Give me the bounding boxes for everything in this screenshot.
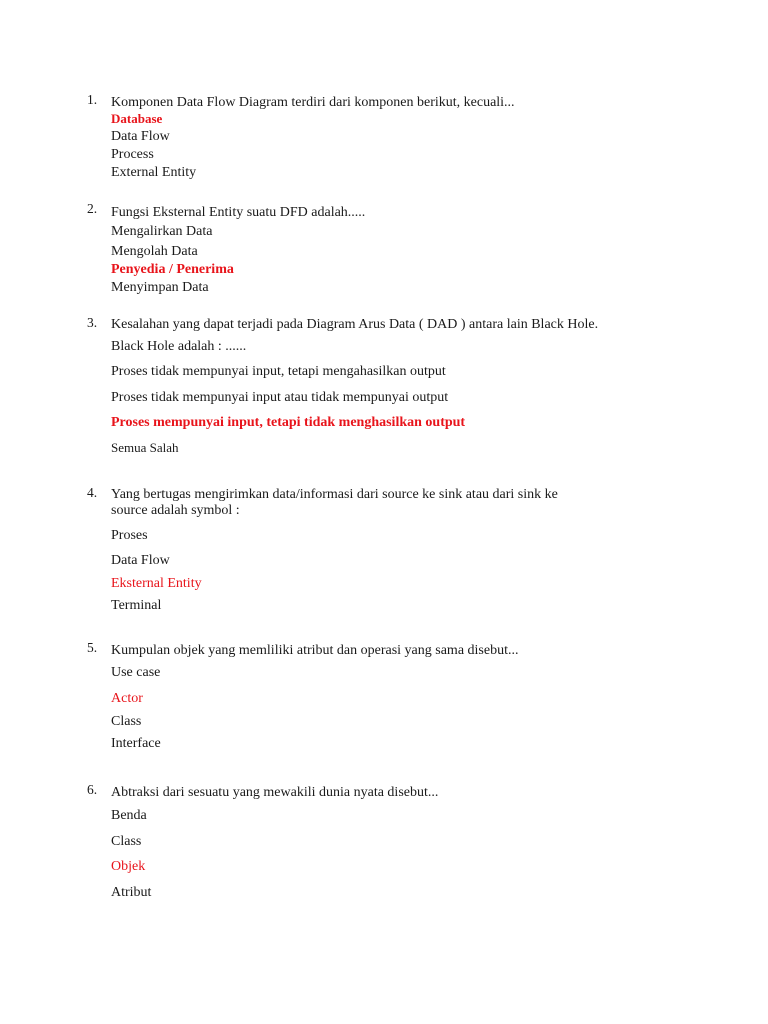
answer-option: Proses mempunyai input, tetapi tidak menghasilkan output [111,415,466,430]
answer-option: Objek [111,859,146,874]
option: Class [111,834,142,849]
option: Mengalirkan Data [111,224,213,239]
option: Use case [111,665,161,680]
option: Mengolah Data [111,244,198,259]
option: Interface [111,736,161,751]
answer-option: Database [111,111,163,126]
question-number: 4. [87,485,98,500]
option: Benda [111,808,147,823]
question-text-continued: Black Hole adalah : ...... [111,339,247,354]
option: Data Flow [111,129,170,144]
question-text: Kesalahan yang dapat terjadi pada Diagram Arus Data ( DAD ) antara lain Black Hole. [111,317,599,332]
answer-option: Actor [111,691,143,706]
question-text: Kumpulan objek yang memliliki atribut dan operasi yang sama disebut... [111,643,519,658]
question-text: Komponen Data Flow Diagram terdiri dari komponen berikut, kecuali... [111,95,515,110]
option: Proses [111,528,148,543]
question-number: 3. [87,315,98,330]
question-text: Yang bertugas mengirimkan data/informasi dari source ke sink atau dari sink ke [111,487,558,502]
option: External Entity [111,165,197,180]
answer-option: Eksternal Entity [111,576,202,591]
question-number: 6. [87,782,98,797]
option: Semua Salah [111,440,179,455]
option: Proses tidak mempunyai input atau tidak mempunyai output [111,390,449,405]
question-text-continued: source adalah symbol : [111,503,240,518]
option: Menyimpan Data [111,280,209,295]
option: Proses tidak mempunyai input, tetapi mengahasilkan output [111,364,446,379]
option: Data Flow [111,553,170,568]
question-number: 1. [87,92,98,107]
answer-option: Penyedia / Penerima [111,262,234,277]
option: Class [111,714,142,729]
question-text: Abtraksi dari sesuatu yang mewakili dunia nyata disebut... [111,785,439,800]
option: Process [111,147,154,162]
question-number: 5. [87,640,98,655]
question-number: 2. [87,201,98,216]
option: Atribut [111,885,152,900]
option: Terminal [111,598,162,613]
question-text: Fungsi Eksternal Entity suatu DFD adalah..... [111,205,366,220]
